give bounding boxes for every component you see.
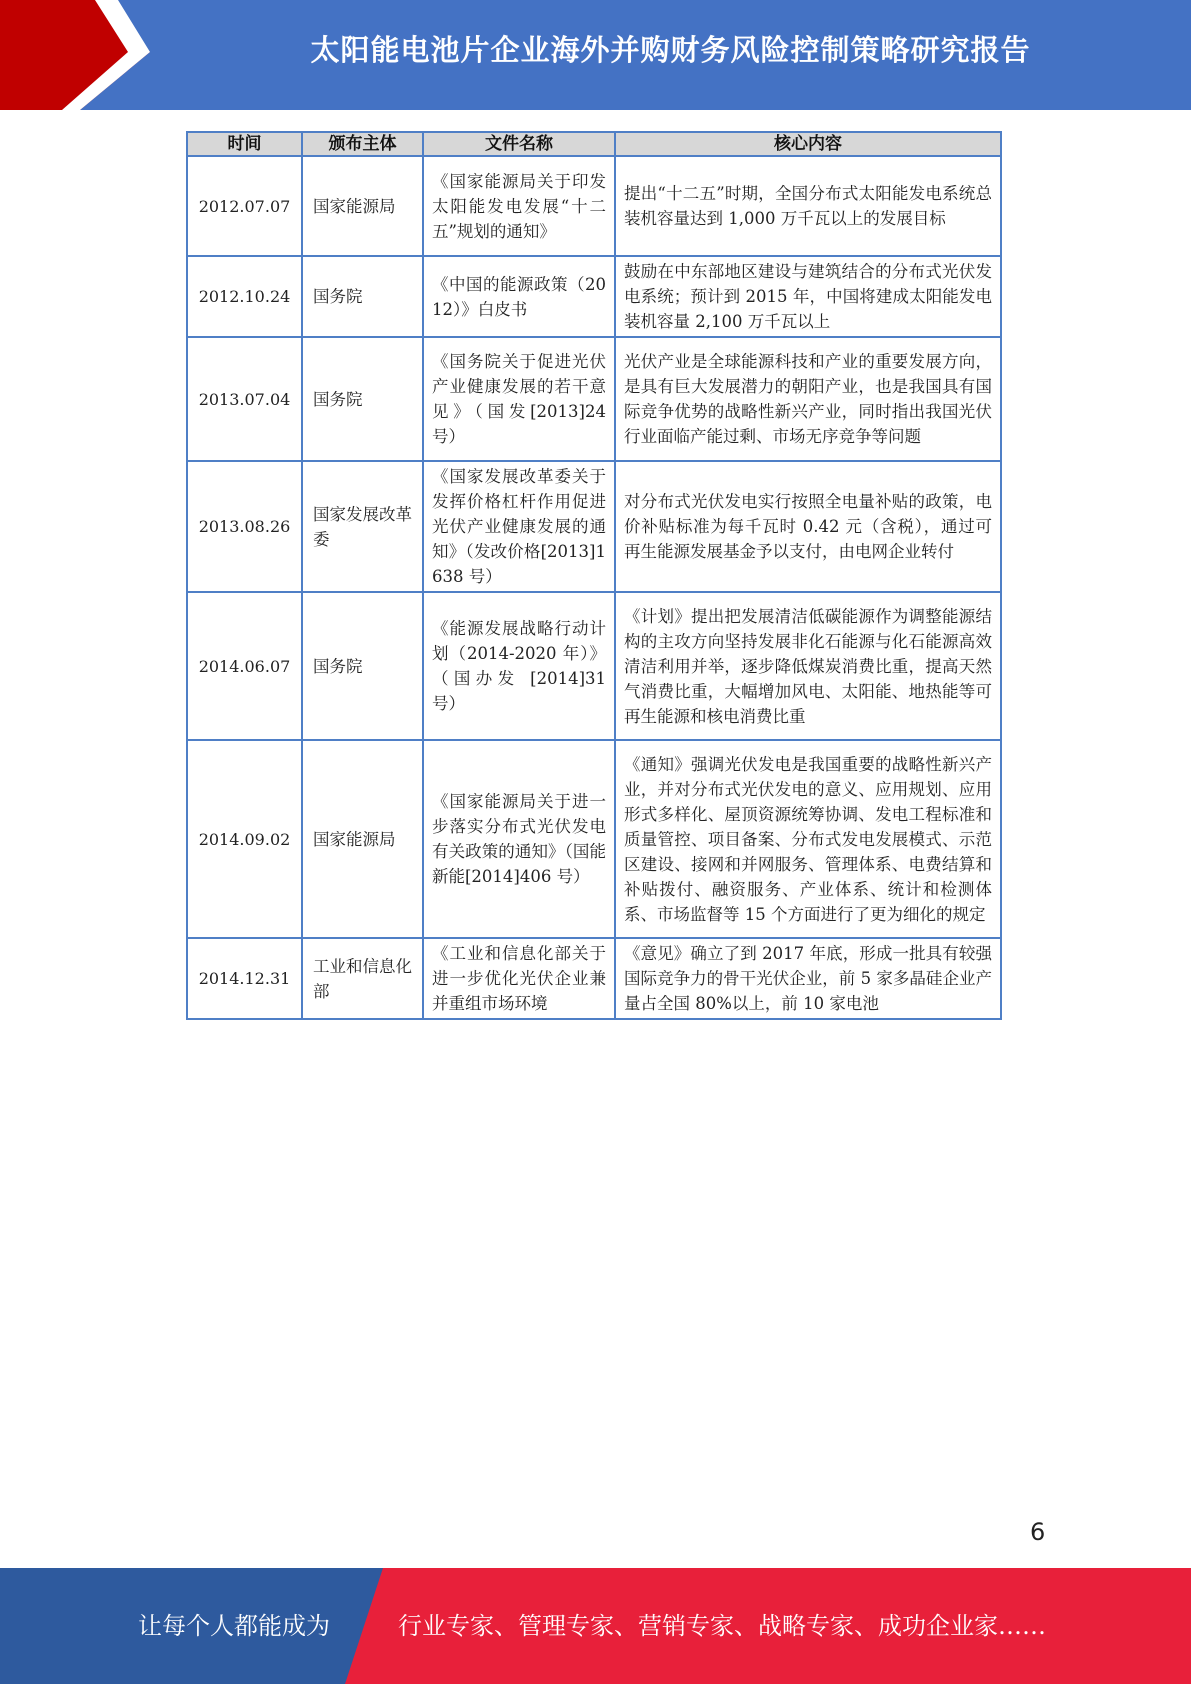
cell-document: 《能源发展战略行动计划（2014-2020 年）》（国办发 [2014]31 号） bbox=[423, 592, 615, 740]
page-header bbox=[0, 0, 1191, 110]
cell-document: 《工业和信息化部关于进一步优化光伏企业兼并重组市场环境 bbox=[423, 938, 615, 1019]
column-header-content: 核心内容 bbox=[615, 132, 1001, 156]
cell-date: 2014.12.31 bbox=[187, 938, 302, 1019]
cell-date: 2013.07.04 bbox=[187, 337, 302, 461]
cell-issuer: 国务院 bbox=[302, 337, 423, 461]
policy-table bbox=[186, 131, 1002, 1020]
cell-content: 对分布式光伏发电实行按照全电量补贴的政策，电价补贴标准为每千瓦时 0.42 元（含税），通过可再生能源发展基金予以支付，由电网企业转付 bbox=[615, 461, 1001, 592]
cell-content: 鼓励在中东部地区建设与建筑结合的分布式光伏发电系统；预计到 2015 年，中国将建成太阳能发电装机容量 2,100 万千瓦以上 bbox=[615, 256, 1001, 337]
cell-document: 《中国的能源政策（2012）》白皮书 bbox=[423, 256, 615, 337]
table-row bbox=[187, 337, 1001, 461]
cell-issuer: 国家能源局 bbox=[302, 156, 423, 256]
page-footer bbox=[0, 1568, 1191, 1684]
table-row bbox=[187, 740, 1001, 938]
column-header-date: 时间 bbox=[187, 132, 302, 156]
cell-content: 《意见》确立了到 2017 年底，形成一批具有较强国际竞争力的骨干光伏企业，前 5 家多晶硅企业产量占全国 80%以上，前 10 家电池 bbox=[615, 938, 1001, 1019]
table-row bbox=[187, 156, 1001, 256]
cell-date: 2014.09.02 bbox=[187, 740, 302, 938]
cell-date: 2013.08.26 bbox=[187, 461, 302, 592]
cell-date: 2012.07.07 bbox=[187, 156, 302, 256]
table-row bbox=[187, 938, 1001, 1019]
cell-issuer: 国务院 bbox=[302, 256, 423, 337]
cell-document: 《国家能源局关于印发太阳能发电发展“十二五”规划的通知》 bbox=[423, 156, 615, 256]
cell-content: 光伏产业是全球能源科技和产业的重要发展方向，是具有巨大发展潜力的朝阳产业，也是我国具有国际竞争优势的战略性新兴产业，同时指出我国光伏行业面临产能过剩、市场无序竞争等问题 bbox=[615, 337, 1001, 461]
column-header-issuer: 颁布主体 bbox=[302, 132, 423, 156]
footer-slogan-right: 行业专家、管理专家、营销专家、战略专家、成功企业家…… bbox=[398, 1612, 1046, 1640]
table-row bbox=[187, 461, 1001, 592]
page-number: 6 bbox=[1030, 1518, 1046, 1546]
cell-content: 《通知》强调光伏发电是我国重要的战略性新兴产业，并对分布式光伏发电的意义、应用规划、应用形式多样化、屋顶资源统筹协调、发电工程标准和质量管控、项目备案、分布式发电发展模式、示范区建设、接网和并网服务、管理体系、电费结算和补贴拨付、融资服务、产业体系、统计和检测体系、市场监督等 15 个方面进行了更为细化的规定 bbox=[615, 740, 1001, 938]
cell-document: 《国家发展改革委关于发挥价格杠杆作用促进光伏产业健康发展的通知》（发改价格[2013]1638 号） bbox=[423, 461, 615, 592]
cell-content: 《计划》提出把发展清洁低碳能源作为调整能源结构的主攻方向坚持发展非化石能源与化石能源高效清洁利用并举，逐步降低煤炭消费比重，提高天然气消费比重，大幅增加风电、太阳能、地热能等可再生能源和核电消费比重 bbox=[615, 592, 1001, 740]
cell-content: 提出“十二五”时期，全国分布式太阳能发电系统总装机容量达到 1,000 万千瓦以上的发展目标 bbox=[615, 156, 1001, 256]
table-header-row bbox=[187, 132, 1001, 156]
cell-date: 2014.06.07 bbox=[187, 592, 302, 740]
table-row bbox=[187, 592, 1001, 740]
header-title: 太阳能电池片企业海外并购财务风险控制策略研究报告 bbox=[310, 33, 1031, 67]
cell-document: 《国务院关于促进光伏产业健康发展的若干意见》（国发[2013]24 号） bbox=[423, 337, 615, 461]
cell-issuer: 工业和信息化部 bbox=[302, 938, 423, 1019]
footer-slogan-left: 让每个人都能成为 bbox=[138, 1612, 330, 1640]
cell-date: 2012.10.24 bbox=[187, 256, 302, 337]
cell-issuer: 国务院 bbox=[302, 592, 423, 740]
policy-table-container bbox=[186, 131, 1000, 1020]
table-row bbox=[187, 256, 1001, 337]
cell-issuer: 国家发展改革委 bbox=[302, 461, 423, 592]
column-header-document: 文件名称 bbox=[423, 132, 615, 156]
cell-issuer: 国家能源局 bbox=[302, 740, 423, 938]
cell-document: 《国家能源局关于进一步落实分布式光伏发电有关政策的通知》（国能新能[2014]406 号） bbox=[423, 740, 615, 938]
